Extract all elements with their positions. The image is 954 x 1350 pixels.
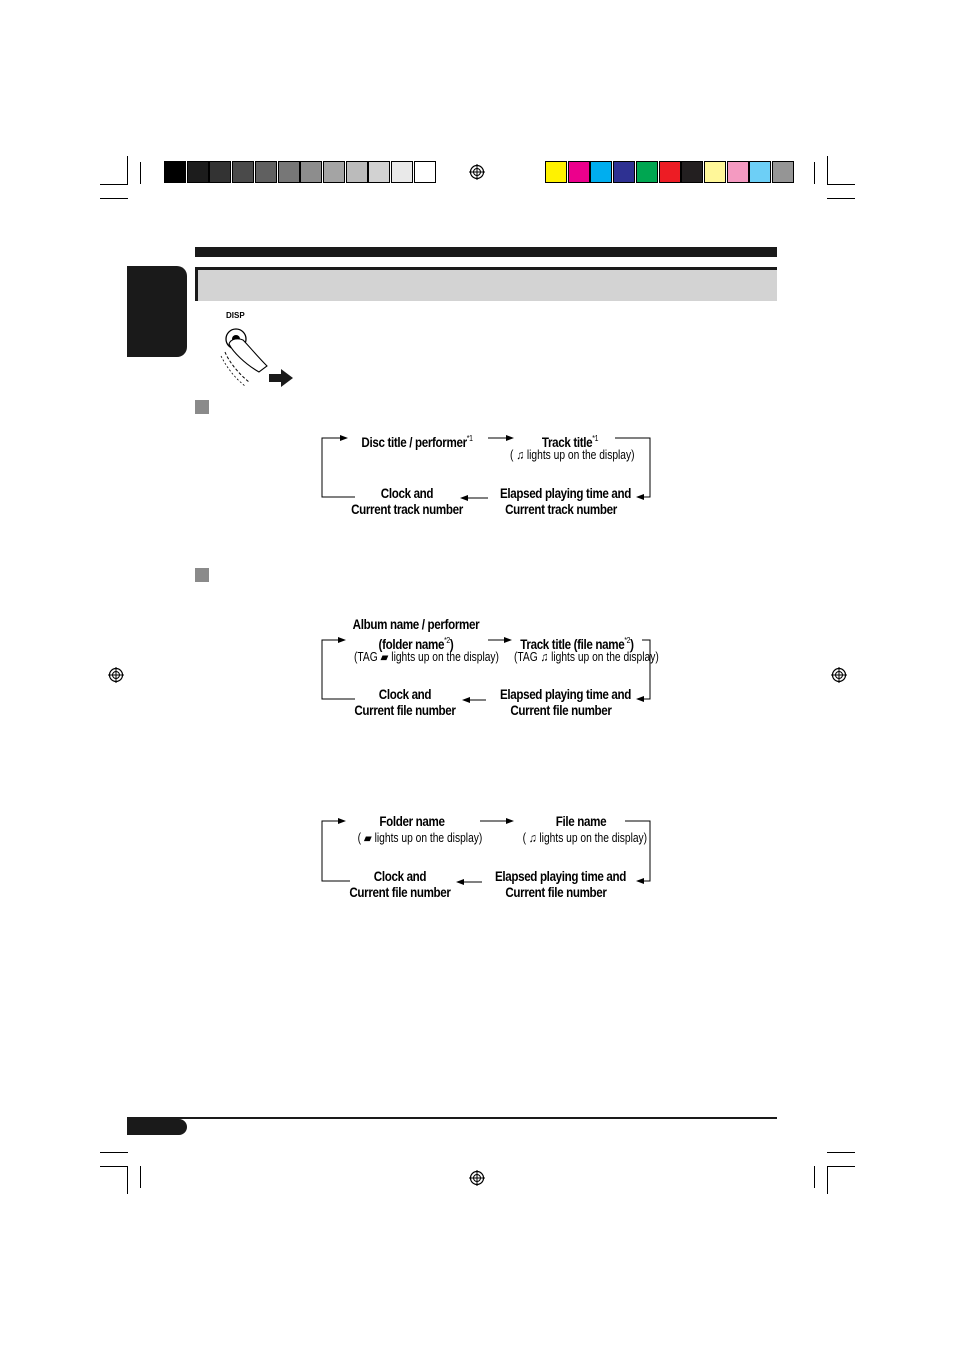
folder-icon: ▰ bbox=[363, 831, 372, 845]
color-swatch bbox=[613, 161, 635, 183]
tag-clock-label: Clock and Current file number bbox=[354, 687, 456, 718]
album-name-note: (TAG ▰ lights up on the display) bbox=[353, 650, 499, 664]
folder-name-note: ( ▰ lights up on the display) bbox=[357, 831, 483, 845]
music-note-icon: ♫ bbox=[528, 831, 537, 845]
color-swatch bbox=[209, 161, 231, 183]
footer-rule bbox=[127, 1117, 777, 1119]
folder-icon: ▰ bbox=[380, 650, 389, 664]
disc-title-label: Disc title / performer$^{*1}$ bbox=[361, 434, 473, 450]
tag-track-title-note: (TAG ♫ lights up on the display) bbox=[513, 650, 659, 664]
color-swatch bbox=[164, 161, 186, 183]
section-bullet bbox=[195, 400, 209, 414]
album-name-label: Album name / performer (folder name$^{*2}$) bbox=[352, 617, 480, 652]
color-swatch bbox=[346, 161, 368, 183]
color-swatch bbox=[659, 161, 681, 183]
section-title-bar bbox=[195, 267, 777, 301]
file-name-label: File name bbox=[555, 814, 607, 829]
file-name-note: ( ♫ lights up on the display) bbox=[522, 831, 648, 845]
file-elapsed-time-label: Elapsed playing time and Current file number bbox=[494, 869, 627, 900]
color-swatch bbox=[704, 161, 726, 183]
file-clock-label: Clock and Current file number bbox=[349, 869, 451, 900]
color-swatch bbox=[727, 161, 749, 183]
folder-name-label: Folder name bbox=[379, 814, 445, 829]
color-swatch bbox=[545, 161, 567, 183]
section-bullet bbox=[195, 568, 209, 582]
color-swatch bbox=[255, 161, 277, 183]
tag-track-title-label: Track title (file name$^{*2}$) bbox=[520, 636, 634, 652]
color-swatch bbox=[323, 161, 345, 183]
color-swatch bbox=[749, 161, 771, 183]
color-swatch bbox=[590, 161, 612, 183]
page-number-tab bbox=[127, 1119, 187, 1135]
color-swatch bbox=[772, 161, 794, 183]
color-swatch bbox=[636, 161, 658, 183]
track-title-note: ( ♫ lights up on the display) bbox=[510, 448, 635, 462]
elapsed-time-label: Elapsed playing time and Current track number bbox=[499, 486, 632, 517]
clock-label: Clock and Current track number bbox=[351, 486, 463, 517]
registration-mark-icon bbox=[469, 164, 485, 180]
color-swatch bbox=[187, 161, 209, 183]
music-note-icon: ♫ bbox=[540, 650, 549, 664]
color-swatch bbox=[300, 161, 322, 183]
tag-elapsed-time-label: Elapsed playing time and Current file number bbox=[499, 687, 632, 718]
color-swatch bbox=[232, 161, 254, 183]
registration-mark-icon bbox=[831, 667, 847, 683]
color-swatch bbox=[391, 161, 413, 183]
music-note-icon: ♫ bbox=[516, 448, 525, 462]
header-rule bbox=[195, 247, 777, 257]
track-title-label: Track title$^{*1}$ bbox=[541, 434, 599, 450]
registration-mark-icon bbox=[108, 667, 124, 683]
disp-button-label: DISP bbox=[226, 311, 245, 320]
color-swatch bbox=[414, 161, 436, 183]
language-side-tab bbox=[127, 266, 187, 357]
disp-button-press-icon bbox=[215, 322, 295, 388]
color-swatch bbox=[681, 161, 703, 183]
color-swatch bbox=[368, 161, 390, 183]
color-swatch bbox=[278, 161, 300, 183]
color-swatch bbox=[568, 161, 590, 183]
registration-mark-icon bbox=[469, 1170, 485, 1186]
